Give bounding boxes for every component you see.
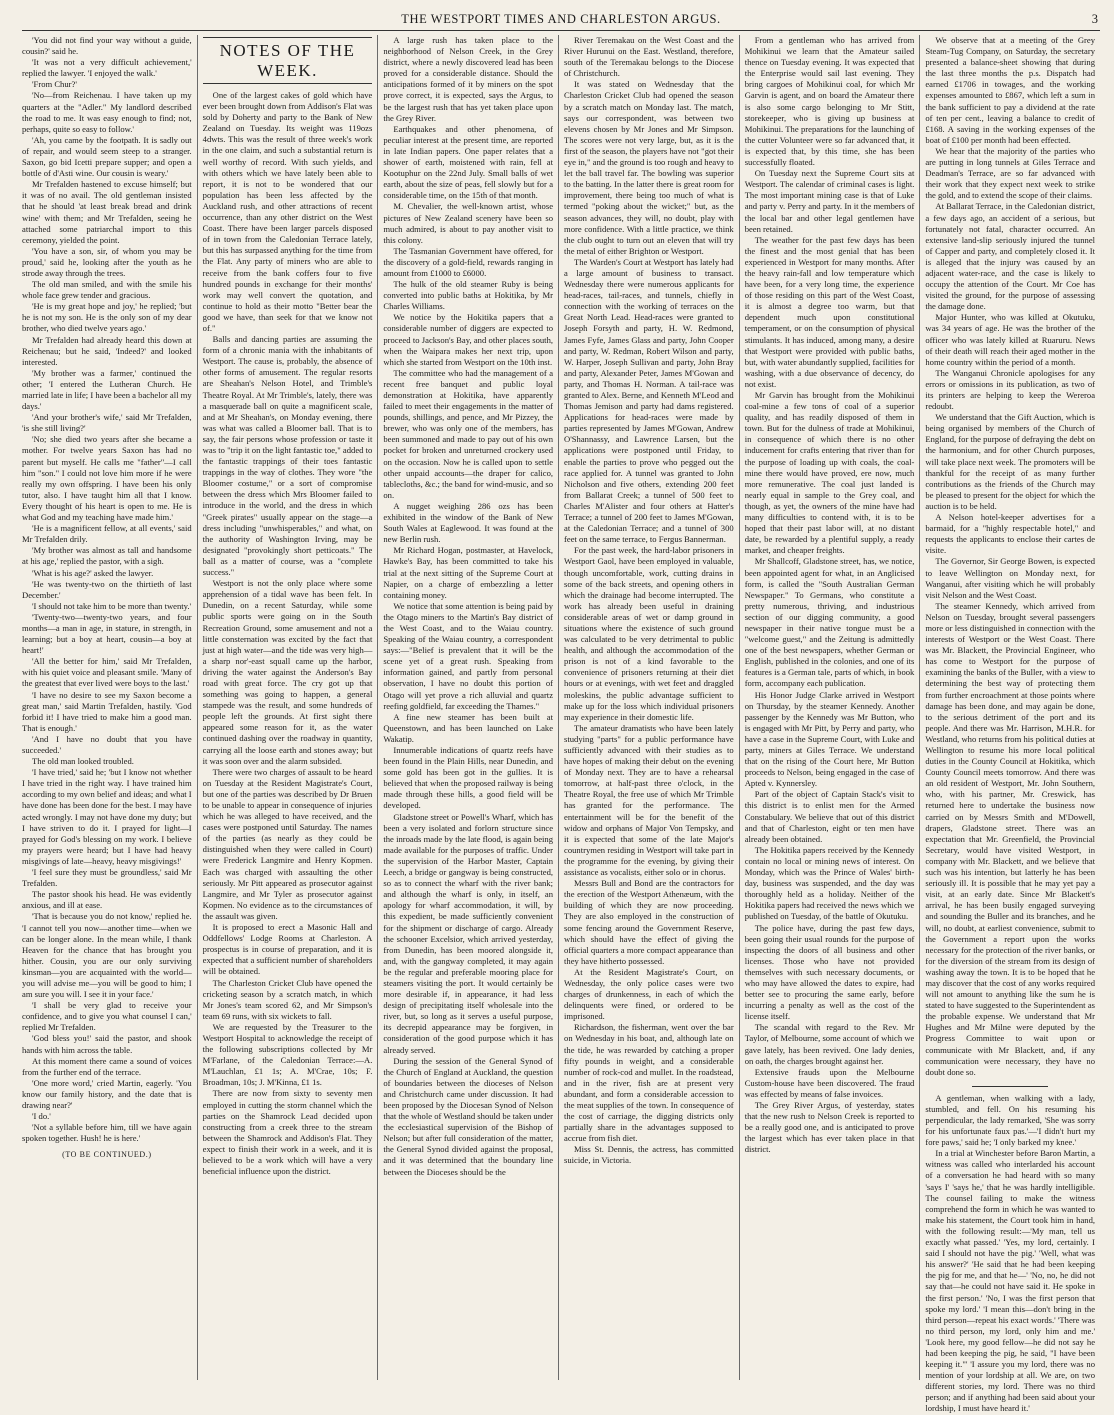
paragraph: 'Ah, you came by the footpath. It is sadly out of repair, and would seem steep to a stranger. Saxon, go bid Icetti prepare supper; and open a bottle of d'Asti wine. Our cousin is weary.' xyxy=(22,134,192,179)
paragraph: The Warden's Court at Westport has lately had a large amount of business to transact. Wednesday there were numerous applicants for head-races, tail-races, and tunnels, chiefly in connection with the working of terraces on the Great North Lead. Head-races were granted to Joseph Forsyth and party, H. W. Redmond, James Fyfe, James Glass and party, John Cooper and party, W. Redman, Robert Wilson and party, W. Harper, Joseph Sullivan and party, John Bray and party, Alexander Peter, James M'Gowan and party, and Thomas H. Norman. A tail-race was granted to Alex. Berne, and Kenneth M'Leod and Thomas Jemison and party had dams registered. Applications for head-races were made by parties represented by James M'Gowan, Andrew O'Shannassy, and Lawrence Larsen, but the applications were postponed until Friday, to enable the parties to prove who pegged out the race applied for. A tunnel was granted to John Nicholson and five others, extending 200 feet from Ballarat Creek; a tunnel of 500 feet to Charles M'Alister and four others at Hatter's Terrace; a tunnel of 200 feet to James M'Gowan, at the Caledonian Terrace; and a tunnel of 300 feet on the same terrace, to Fergus Bannerman. xyxy=(564,256,734,545)
paragraph: One of the largest cakes of gold which have ever been brought down from Addison's Flat was sold by Doherty and party to the Bank of New Zealand on Tuesday. Its weight was 119ozs 4dwts. This was the result of three week's work in the one claim, and such a substantial return is well worthy of record. With such yields, and with others which we have lately been able to report, it is not to be wondered that our population has been less affected by the Auckland rush, and other attractions of recent occurrence, than any other district on the West Coast. There have been larger parcels disposed of in town from the Caledonian Terrace lately, but this has surpassed anything for the time from the Flat. Any party of miners who are able to receive from the bank coffers four to five hundred pounds in exchange for their months' work may well convert the quotation, and continue to hold as their motto "Better bear the good we have, than seek for that we know not of." xyxy=(202,90,373,333)
paragraph: From a gentleman who has arrived from Mohikinui we learn that the Amateur sailed thence on Tuesday evening. It was expected that the Enterprise would sail last evening. They bring cargoes of Mohikinui coal, for which Mr Garvin is agent, and on board the Amateur there is also some cargo belonging to Mr Stitt, storekeeper, who is giving up business at Mohikinui. The preparations for the launching of the cutter Volunteer were so far advanced that, it is expected that, by this time, she has been successfully floated. xyxy=(744,35,915,168)
paragraph: There were two charges of assault to be heard on Tuesday at the Resident Magistrate's Court, but one of the parties was described by Dr Bruen to be unable to appear in consequence of injuries which he was alleged to have received, and the cases were postponed until Saturday. The names of the parties (as nearly as they could be distinguished when they were called in Court) were Frederick Langmire and Henry Kopmen. Each was charged with assaulting the other seriously. Mr Pitt appeared as prosecutor against Langmire, and Mr Tyler as prosecutor against Kopmen. No evidence as to the circumstances of the assault was given. xyxy=(202,766,373,921)
notes-text-part-5 xyxy=(925,35,1095,1078)
paragraph: 'You have a son, sir, of whom you may be proud,' said he, looking after the youth as he strode away through the trees. xyxy=(22,245,192,278)
paragraph: At the Resident Magistrate's Court, on Wednesday, the only police cases were two charges of drunkenness, in each of which the delinquents were fined, or ordered to be imprisoned. xyxy=(564,966,734,1022)
paragraph: We notice by the Hokitika papers that a considerable number of diggers are expected to proceed to Jackson's Bay, and other places south, when the Waipara makes her next trip, upon which she started from Westport on the 10th inst. xyxy=(383,312,554,367)
paragraph: 'One more word,' cried Martin, eagerly. 'You know our family history, and the date that is drawing near?' xyxy=(22,1077,192,1110)
paragraph: The amateur dramatists who have been lately studying "parts" for a public performance have sufficiently advanced with their studies as to have hopes of making their debut on the evening of Monday next. They are to have a rehearsal tomorrow, at half-past three o'clock, in the Theatre Royal, the free use of which Mr Trimble has granted for the performance. The entertainment will be for the benefit of the widow and orphans of Major Von Tempsky, and it is expected that some of the late Major's countrymen residing in Westport will take part in the programme for the evening, by giving their assistance as vocalists, either solo or in chorus. xyxy=(564,722,734,878)
paragraph: The Governor, Sir George Bowen, is expected to leave Wellington on Monday next, for Wanganui, after visiting which he will probably visit Nelson and the West Coast. xyxy=(925,556,1096,600)
paragraph: The hulk of the old steamer Ruby is being converted into public baths at Hokitika, by Mr Charles Williams. xyxy=(383,279,554,312)
paragraph: The pastor shook his head. He was evidently anxious, and ill at ease. xyxy=(22,889,192,911)
column-4-notes xyxy=(558,35,739,1380)
paragraph: 'Twenty-two—twenty-two years, and four months—a man in age, in stature, in strength, in learning; but a boy at heart, cousin—a boy at heart!' xyxy=(22,611,192,656)
paragraph: 'My brother was almost as tall and handsome at his age,' replied the pastor, with a sigh. xyxy=(22,545,192,567)
paragraph: During the session of the General Synod of the Church of England at Auckland, the question of boundaries between the dioceses of Nelson and Christchurch came under discussion. It had been proposed by the Diocesan Synod of Nelson that the whole of Westland should be taken under the ecclesiastical supervision of the Bishop of Nelson; but after full consideration of the matter, the General Synod divided against the proposal, and it was determined that the boundary line between the Dioceses should be the xyxy=(383,1055,554,1177)
paragraph: The Wanganui Chronicle apologises for any errors or omissions in its publication, as two of its printers are helping to keep the Wereroa redoubt. xyxy=(925,367,1096,412)
to-be-continued: (TO BE CONTINUED.) xyxy=(62,1150,152,1160)
paragraph: Mr Trefalden hastened to excuse himself; but it was of no avail. The old gentleman insisted that he should 'at least break bread and drink wine' with them; and Mr Trefalden, seeing he attached some patriarchal import to this ceremony, yielded the point. xyxy=(22,179,192,245)
paragraph: Extensive frauds upon the Melbourne Custom-house have been discovered. The fraud was effected by means of false invoices. xyxy=(744,1066,915,1099)
article-columns xyxy=(22,35,1100,1414)
paragraph: Earthquakes and other phenomena, of peculiar interest at the present time, are reported in late Indian papers. One paper relates that a shower of earth, moistened with rain, fell at Kootuphur on the 22nd July. Small balls of wet earth, about the size of peas, fell slowly but for a considerable time, on the 15th of that month. xyxy=(383,123,554,201)
paragraph: Richardson, the fisherman, went over the bar on Wednesday in his boat, and, although late on the tide, he was rewarded by catching a proper fifty pounds in weight, and a considerable number of rock-cod and mullet. In the roadstead, and in the river, fish are at present very abundant, and form a considerable accession to the meat supplies of the town. In consequence of the cost of carriage, the digging districts only partially share in the advantages supposed to accrue from fish diet. xyxy=(564,1022,734,1144)
paragraph: The weather for the past few days has been the finest and the most genial that has been experienced in Westport for many months. After the heavy rain-fall and low temperature which have been, for a very long time, the experience of those residing on this part of the West Coast, it is almost a degree too warm, but that dependent much upon constitutional temperament, or on the consumption of physical stimulants. It has induced, among many, a desire that Westport were provided with public baths, but, with water abundantly supplied, facilities for washing, with a due observance of decency, do not exist. xyxy=(744,234,915,389)
paragraph: 'Not a syllable before him, till we have again spoken together. Hush! he is here.' xyxy=(22,1122,192,1144)
paragraph: 'No; she died two years after she became a mother. For twelve years Saxon has had no parent but myself. He calls me "father"—I call him "son." I could not love him more if he were really my own offspring. I have been his only tutor, also. I have taught him all that I know. Every thought of his heart is open to me. He is what God and my teaching have made him.' xyxy=(22,434,192,523)
paragraph: A gentleman, when walking with a lady, stumbled, and fell. On his resuming his perpendicular, the lady remarked, 'She was sorry for his unfortunate faux pas.'—'I didn't hurt my fore paws,' said he; 'I only barked my knee.' xyxy=(925,1092,1096,1148)
column-1-serial-story xyxy=(22,35,197,1380)
paragraph: M. Chevalier, the well-known artist, whose pictures of New Zealand scenery have been so much admired, is about to pay another visit to this colony. xyxy=(383,201,554,245)
paragraph: Innumerable indications of quartz reefs have been found in the Plain Hills, near Dunedin, and some gold has been got in the gullies. It is believed that when the proposed railway is being made through these hills, a good field will be developed. xyxy=(383,745,554,811)
paragraph: Miss St. Dennis, the actress, has committed suicide, in Victoria. xyxy=(564,1144,734,1166)
paragraph: It was stated on Wednesday that the Charleston Cricket Club had opened the season by a scratch match on Monday last. The match, says our correspondent, was between two elevens chosen by Mr Jones and Mr Simpson. The scores were not very large, but, as it is the first of the season, the players have not "got their eye in," and the ground is too rough and heavy to let the ball travel far. The bowling was superior to the batting. In the latter there is great room for improvement, there being too much of what is termed "poking about the wicket;" but, as the season advances, they will, no doubt, play with more confidence. With a little practice, we think the club ought to turn out an eleven that will try the metal of either Brighton or Westport. xyxy=(564,79,734,256)
paragraph: The Charleston Cricket Club have opened the cricketing season by a scratch match, in which Mr Jones's team scored 62, and Mr Simpson's team 69 runs, with six wickets to fall. xyxy=(202,977,373,1021)
paragraph: Part of the object of Captain Stack's visit to this district is to enlist men for the Armed Constabulary. We believe that out of this district and that of Charleston, eight or ten men have already been obtained. xyxy=(744,789,915,844)
story-text xyxy=(22,35,192,1144)
paragraph: 'I do.' xyxy=(32,1111,51,1122)
paragraph: 'I have no desire to see my Saxon become a great man,' said Martin Trefalden, hastily. 'God forbid it! I have tried to make him a good man. That is enough.' xyxy=(22,689,192,733)
section-divider xyxy=(972,1086,1048,1087)
paragraph: Messrs Bull and Bond are the contractors for the erection of the Westport Athenæum, with the building of which they are now proceeding. They are also employed in the construction of some fencing around the Government Reserve, which should have the effect of giving the official quarters a more compact appearance than they have hitherto possessed. xyxy=(564,878,734,966)
paragraph: 'I feel sure they must be groundless,' said Mr Trefalden. xyxy=(22,867,192,889)
notes-heading: NOTES OF THE WEEK. xyxy=(203,37,373,84)
paragraph: Major Hunter, who was killed at Okutuku, was 34 years of age. He was the brother of the officer who was lately killed at Ruaruru. News of their death will reach their aged mother in the home country within the period of a month. xyxy=(925,312,1096,367)
paragraph: 'All the better for him,' said Mr Trefalden, with his quiet voice and pleasant smile. 'Many of the greatest that ever lived were boys to the last.' xyxy=(22,656,192,689)
paragraph: Mr Richard Hogan, postmaster, at Havelock, Hawke's Bay, has been committed to take his trial at the next sitting of the Supreme Court at Napier, on a charge of embezzling a letter containing money. xyxy=(383,545,554,600)
paragraph: The scandal with regard to the Rev. Mr Taylor, of Melbourne, some account of which we gave lately, has been revived. One lady denies, on oath, the charges brought against her. xyxy=(744,1022,915,1066)
notes-text-part-2 xyxy=(383,35,553,1178)
paragraph: 'What is his age?' asked the lawyer. xyxy=(32,567,154,578)
paragraph: In a trial at Winchester before Baron Martin, a witness was called who interlarded his account of a conversation he had heard with so many 'says I' 'says he,' that he was hardly intelligible. The counsel failing to make the witness comprehend the form in which he was wanted to make his statement, the Court took him in hand, with the following result:—'My man, tell us exactly what passed.' 'Yes, my lord, certainly. I said I should not have the pig.' 'Well, what was his answer?' 'He said that he had been keeping the pig for me, and that he—' 'No, no, he did not say that—he could not have said it. He spoke in the first person.' 'No, I was the first person that spoke my lord.' 'I mean this—don't bring in the third person—repeat his exact words.' 'There was no third person, my lord, only him and me.' 'Look here, my good fellow—he did not say he had been keeping the pig, he said, "I have been keeping it."' 'I assure you my lord, there was no mention of your lordship at all. We are, on two different stories, my lord. There was no third person; and if anything had been said about your lordship, I must have heard it.' xyxy=(925,1148,1096,1414)
paragraph: 'No—from Reichenau. I have taken up my quarters at the "Adler." My landlord described the road to me. It was easy enough to find; not, perhaps, quite so easy to follow.' xyxy=(22,90,192,134)
paragraph: 'You did not find your way without a guide, cousin?' said he. xyxy=(22,35,192,57)
paragraph: Westport is not the only place where some apprehension of a tidal wave has been felt. In Dunedin, on a recent Saturday, while some public sports were going on in the South Recreation Ground, some amusement and not a little consternation was excited by the fact that just at high water—and the tide was very high—a sharp nor'-east squall came up the harbor, driving the water against the Anderson's Bay road with great force. The cry got up that something was going to happen, a general stampede was the result, and some hundreds of people left the grounds. At first sight there appeared some reason for it, as the water continued dashing over the roadway in quantity, carrying all the loose earth and stones away; but it was soon over and the alarm subsided. xyxy=(202,578,373,766)
paragraph: A Nelson hotel-keeper advertises for a barmaid, for a "highly respectable hotel," and requests the applicants to enclose their cartes de visite. xyxy=(925,512,1096,556)
column-3-notes xyxy=(377,35,558,1380)
paragraph: 'He is my great hope and joy,' he replied; 'but he is not my son. He is the only son of my dear brother, who died twelve years ago.' xyxy=(22,301,192,334)
paragraph: Mr Trefalden had already heard this down at Reichenau; but he said, 'Indeed?' and looked interested. xyxy=(22,334,192,367)
paragraph: 'And your brother's wife,' said Mr Trefalden, 'is she still living?' xyxy=(22,412,192,434)
paragraph: We hear that the majority of the parties who are putting in long tunnels at Giles Terrace and Deadman's Terrace, are so far advanced with their work that they expect next week to strike the gold, and to extend the scope of their claims. xyxy=(925,145,1096,201)
paragraph: A fine new steamer has been built at Queenstown, and has been launched on Lake Wakatip. xyxy=(383,711,554,744)
paragraph: It is proposed to erect a Masonic Hall and Oddfellows' Lodge Rooms at Charleston. A prospectus is in course of preparation, and it is expected that a sufficient number of shareholders will be obtained. xyxy=(202,922,373,977)
page-number: 3 xyxy=(1091,12,1098,26)
paragraph: A nugget weighing 286 ozs has been exhibited in the window of the Bank of New South Wales at Eaglewood. It was found at the new Berlin rush. xyxy=(383,500,554,545)
paragraph: We understand that the Gift Auction, which is being organised by members of the Church of England, for the purpose of defraying the debt on the harmonium, and for other Church purposes, will take place next week. The promoters will be thankful for the receipt of as many further contributions as the friends of the Church may be pleased to present for the object for which the auction is to be held. xyxy=(925,412,1096,511)
paragraph: The committee who had the management of a recent free banquet and public loyal demonstration at Hokitika, have apparently failed to meet their engagements in the matter of pounds, shillings, and pence, and Mr Pizzey, the brewer, who was only one of the members, has been summoned and made to pay out of his own pocket for broken and unreturned crockery used on the occasion. Now he is called upon to settle other unpaid accounts—the draper for calico, tablecloths, &c.; the band for wind-music, and so on. xyxy=(383,367,554,500)
paragraph: At Ballarat Terrace, in the Caledonian district, a few days ago, an accident of a serious, but fortunately not fatal, character occurred. An extensive land-slip seriously injured the tunnel of Capper and party, and completely closed it. It is alleged that the injury was caused by an adjacent water-race, and the case is likely to occupy the attention of the Court. Mr Coe has visited the ground, for the purpose of assessing the damage done. xyxy=(925,201,1096,312)
paragraph: 'I shall be very glad to receive your confidence, and to give you what counsel I can,' replied Mr Trefalden. xyxy=(22,1000,192,1033)
paragraph: 'He is a magnificent fellow, at all events,' said Mr Trefalden drily. xyxy=(22,523,192,545)
paragraph: The Grey River Argus, of yesterday, states that the new rush to Nelson Creek is reported to be a really good one, and is anticipated to prove the largest which has ever taken place in that district. xyxy=(744,1100,915,1155)
paragraph: Gladstone street or Powell's Wharf, which has been a very isolated and forlorn structure since the inroads made by the late flood, is again being made available for the purposes of traffic. Under the supervision of the Harbor Master, Captain Leech, a bridge or gangway is being constructed, so as to connect the wharf with the river bank; and although the wharf is only, in itself, an apology for wharf accommodation, it will, by this expedient, be made sufficiently convenient for the shipment or discharge of cargo. Already the schooner Excelsior, which arrived yesterday, from Dunedin, has been moored alongside it, and, with the gangway completed, it may again be the regular and preferable mooring place for steamers visiting the port. It would certainly be more desirable if, in appearance, it had less design of precipitating itself wholesale into the river, but, so long as it serves a useful purpose, its decrepid appearance may be forgiven, in consideration of the good purpose which it has already served. xyxy=(383,811,554,1055)
notes-text-part-1 xyxy=(203,90,373,1177)
paragraph: His Honor Judge Clarke arrived in Westport on Thursday, by the steamer Kennedy. Another passenger by the Kennedy was Mr Button, who is engaged with Mr Pitt, by Perry and party, who have a case in the Supreme Court, with Luke and party, miners at Giles Terrace. We understand that on the rising of the Court here, Mr Button proceeds to Nelson, being engaged in the case of Apted v. Kynnersley. xyxy=(744,689,915,789)
paragraph: We observe that at a meeting of the Grey Steam-Tug Company, on Saturday, the secretary presented a balance-sheet showing that during the last three months the p.s. Dispatch had earned £1706 in towages, and the working expenses amounted to £867, which left a sum in the bank sufficient to pay a dividend at the rate of ten per cent., leaving a balance to credit of £168. A saving in the working expenses of the boat of £100 per month had been effected. xyxy=(925,35,1096,145)
paragraph: 'I should not take him to be more than twenty.' xyxy=(32,600,192,611)
anecdotes-text xyxy=(925,1093,1095,1415)
paragraph: 'And I have no doubt that you have succeeded.' xyxy=(22,733,192,755)
column-5-notes xyxy=(739,35,920,1380)
paragraph: There are now from sixty to seventy men employed in cutting the storm channel which the parties on the Shamrock Lead decided upon constructing from a creek three to the stream between the Shamrock and Addison's Flat. They expect to finish their work in a week, and it is believed to be a work which will have a very beneficial influence upon the district. xyxy=(202,1088,373,1177)
paragraph: On Tuesday next the Supreme Court sits at Westport. The calendar of criminal cases is light. The most important mining case is that of Luke and party v. Perry and party. In it the members of the local bar and other legal gentlemen have been retained. xyxy=(744,168,915,234)
paragraph: We are requested by the Treasurer to the Westport Hospital to acknowledge the receipt of the following subscriptions collected by Mr M'Farlane, of the Caledonian Terrace:—A. M'Lauchlan, £1 1s; A. M'Crae, 10s; F. Broadman, 10s; J. M'Kinna, £1 1s. xyxy=(202,1021,373,1088)
paragraph: River Teremakau on the West Coast and the River Hurunui on the East. Westland, therefore, south of the Teremakau belongs to the Diocese of Christchurch. xyxy=(564,35,734,79)
paragraph: For the past week, the hard-labor prisoners in Westport Gaol, have been employed in valuable, though uncomfortable, work, cutting drains in some of the back streets, and opening others in which the drainage had become interrupted. The work has already been useful in draining considerable areas of wet or damp ground in situations where the existence of such ground was calculated to be very detrimental to public health, and although the accommodation of the prison is not of a kind favorable to the convenience of prisoners returning at their diet hours or at evenings, with wet feet and draggled moleskins, the public advantage sufficient to make up for the loss which individual prisoners may experience in their domestic life. xyxy=(564,545,734,722)
paragraph: At this moment there came a sound of voices from the further end of the terrace. xyxy=(22,1055,192,1077)
paragraph: The police have, during the past few days, been going their usual rounds for the purpose of inspecting the doors of all business and other licenses. Those who have not provided themselves with such necessary documents, or who may have allowed the dates to expire, had better see to procuring the same early, before incurring a penalty as well as the cost of the license itself. xyxy=(744,922,915,1022)
paragraph: Mr Garvin has brought from the Mohikinui coal-mine a few tons of coal of a superior quality, and has readily disposed of them in town. But for the dulness of trade at Mohikinui, in consequence of which there is no other inducement for crafts entering that river than for the purpose of loading up with coals, the coal-mine there would have proved, ere now, much more remunerative. The coal just landed is nearly equal in sample to the Grey coal, and though, as yet, the owners of the mine have had many difficulties to contend with, it is to be hoped that their past labor will, at no distant date, be rewarded by a plentiful supply, a ready market, and cheaper freights. xyxy=(744,390,915,556)
notes-text-part-4 xyxy=(745,35,915,1155)
paragraph: 'That is because you do not know,' replied he. 'I cannot tell you now—another time—when we can be longer alone. In the mean while, I thank Heaven for the chance that has brought you hither. Cousin, you are our only surviving kinsman—you are acquainted with the world—you will advise me—you will be good to him; I am sure you will. I see it in your face.' xyxy=(22,911,192,1000)
paragraph: Balls and dancing parties are assuming the form of a chronic mania with the inhabitants of Westport. The cause is, probably, the absence of other forms of amusement. The regular resorts are Sheahan's Nelson Hotel, and Trimble's Theatre Royal. At Mr Trimble's, lately, there was a masquerade ball on quite a magnificent scale, and at Mr Sheahan's, on Monday evening, there was what was called a Bloomer ball. That is to say, the fair persons whose profession or taste it was to "trip it on the light fantastic toe," added to the fantastic trappings of their toes fantastic trappings in the way of clothes. They wore "the Bloomer costume," or a sort of compromise between the dress which Mrs Bloomer failed to introduce in the world, and the dress in which "Greek pirates" usually appear on the stage—a dress including "unwhisperables," and what, on the authority of Washington Irving, may be designated "provokingly short petticoats." The ball as a matter of course, was a "complete success." xyxy=(202,334,373,578)
paragraph: A large rush has taken place to the neighborhood of Nelson Creek, in the Grey district, where a newly discovered lead has been proved for a considerable distance. Should the anticipations formed of it by miners on the spot prove correct, it is expected, says the Argus, to be the largest rush that has yet taken place upon the Grey River. xyxy=(383,35,554,123)
paragraph: 'He was twenty-two on the thirtieth of last December.' xyxy=(22,578,192,600)
notes-text-part-3 xyxy=(564,35,734,1167)
paragraph: 'It was not a very difficult achievement,' replied the lawyer. 'I enjoyed the walk.' xyxy=(22,57,192,79)
paragraph: 'My brother was a farmer,' continued the other; 'I entered the Lutheran Church. He married late in life; I have been a bachelor all my days.' xyxy=(22,367,192,412)
paragraph: The Hokitika papers received by the Kennedy contain no local or mining news of interest. On Monday, which was the Prince of Wales' birth-day, business was suspended, and the day was thoroughly held as a holiday. Neither of the Hokitika papers had received the news which we published on Tuesday, of the battle of Okutuku. xyxy=(744,844,915,922)
newspaper-title: THE WESTPORT TIMES AND CHARLESTON ARGUS. xyxy=(401,12,721,26)
paragraph: The old man looked troubled. xyxy=(32,756,134,767)
page-header xyxy=(22,10,1100,31)
paragraph: 'God bless you!' said the pastor, and shook hands with him across the table. xyxy=(22,1033,192,1055)
paragraph: Mr Shallcoff, Gladstone street, has, we notice, been appointed agent for what, in an Anglicised form, is called the "South Australian German Newspaper." To Germans, who constitute a pretty numerous, thriving, and industrious section of our digging community, a good newspaper in their native tongue must be a "welcome guest," and the Zeitung is admittedly one of the best newspapers, whether German or English, published in the colonies, and one of its features is a German tale, parts of which, in book form, accompany each publication. xyxy=(744,556,915,689)
column-6-notes xyxy=(919,35,1100,1414)
paragraph: 'From Chur?' xyxy=(32,79,77,90)
paragraph: The steamer Kennedy, which arrived from Nelson on Tuesday, brought several passengers more or less distinguished in connection with the interests of Westport or the West Coast. There was Mr. Blackett, the Provincial Engineer, who has come to Westport for the purpose of examining the banks of the Buller, with a view to determining the best way of protecting them from further encroachment at those points where damage has been done, and may again be done, to the serious detriment of the port and its people. And there was Mr. Harrison, M.H.R. for Westland, who returns from his political duties at Wellington to resume his more local political duties in the County Council at Hokitika, which County Council meets tomorrow. And there was an old resident of Westport, Mr. John Southern, who, with his partner, Mr. Creswick, has returned here to undertake the business now carried on by Messrs Smith and M'Dowell, drapers, Gladstone street. There was an expectation that Mr. Greenfield, the Provincial Secretary, would have visited Westport, in company with Mr. Blackett, and we believe that such was his intention, but latterly he has been seriously ill. It is possible that he may yet pay a visit, at an early date. Since Mr Blackett's arrival, he has been busily engaged surveying and sounding the Buller and its branches, and he will, no doubt, at earliest convenience, submit to the Government a report upon the works necessary for the protection of the river banks, or for the diversion of the stream from its design of washing away the town. It is to be hoped that he may discover that the cost of any works required will not amount to anything like the sum he is stated to have suggested to the Superintendent as the probable expense. We understand that Mr Hughes and Mr Milne were deputed by the Progress Committee to wait upon or communicate with Mr Blackett, and, if any communication were necessary, they have no doubt done so. xyxy=(925,600,1096,1077)
column-2-notes xyxy=(197,35,378,1380)
paragraph: The Tasmanian Government have offered, for the discovery of a gold-field, rewards ranging in amount from £1000 to £6000. xyxy=(383,245,554,278)
paragraph: 'I have tried,' said he; 'but I know not whether I have tried in the right way. I have trained him according to my own belief and ideas; and what I have done has been done for the best. I may have acted wrongly. I may not have done my duty; but I have striven to do it. I prayed for light—I prayed for God's blessing on my work. I believe my prayers were heard; but I have had heavy misgivings of late—heavy, heavy misgivings!' xyxy=(22,767,192,866)
paragraph: The old man smiled, and with the smile his whole face grew tender and gracious. xyxy=(22,279,192,301)
paragraph: We notice that some attention is being paid by the Otago miners to the Martin's Bay district of the West Coast, and to the Waiau country. Speaking of the Waiau country, a correspondent says:—"Belief is prevalent that it will be the scene yet of a great rush. Speaking from information gained, and partly from personal observation, I have no doubt this portion of Otago will yet prove a rich alluvial and quartz reefing goldfield, far exceeding the Thames." xyxy=(383,600,554,711)
